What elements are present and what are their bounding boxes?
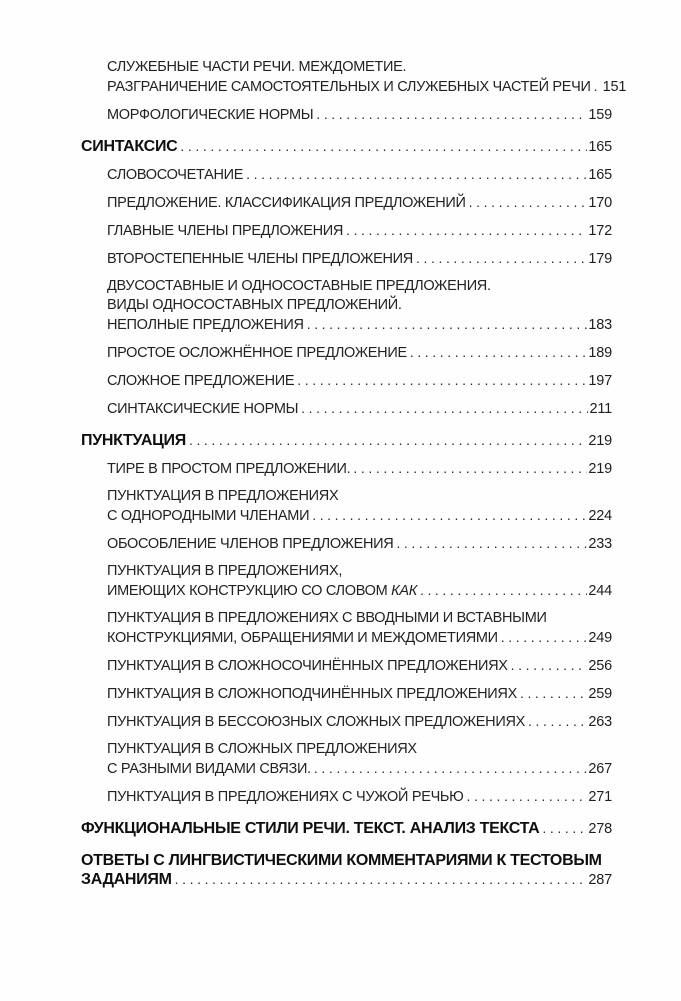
toc-sub-entry (81, 249, 612, 269)
dot-leader (511, 656, 588, 676)
toc-sub-entry (81, 399, 612, 419)
toc-title-text: КОНСТРУКЦИЯМИ, ОБРАЩЕНИЯМИ И МЕЖДОМЕТИЯМИ (107, 630, 498, 646)
toc-title (107, 609, 547, 628)
toc-page-number: 271 (588, 789, 612, 805)
dot-leader (416, 249, 587, 269)
toc-title (107, 222, 343, 241)
toc-title (107, 250, 413, 269)
toc-sub-entry (81, 459, 612, 479)
dot-leader (307, 315, 588, 335)
toc-line (107, 562, 612, 581)
toc-sub-entry (81, 165, 612, 185)
dot-leader (528, 712, 587, 732)
toc-title (107, 760, 311, 779)
toc-line (81, 870, 612, 890)
toc-page-number: 278 (588, 821, 612, 837)
toc-page-number: 219 (588, 461, 612, 477)
toc-title-text: СИНТАКСИС (81, 138, 178, 155)
toc-title-text: СЛОВОСОЧЕТАНИЕ (107, 167, 244, 183)
toc-line (81, 137, 612, 157)
toc-sub-entry (81, 562, 612, 601)
toc-title-text: ПУНКТУАЦИЯ В СЛОЖНЫХ ПРЕДЛОЖЕНИЯХ (107, 741, 417, 757)
dot-leader (396, 534, 587, 554)
toc-section-entry (81, 851, 612, 890)
toc-title (107, 372, 294, 391)
toc-page-number: 170 (588, 195, 612, 211)
toc-title (81, 137, 177, 156)
toc-line (107, 487, 612, 506)
toc-title-text: ВИДЫ ОДНОСОСТАВНЫХ ПРЕДЛОЖЕНИЙ. (107, 297, 402, 313)
toc-page-number: 172 (588, 223, 612, 239)
toc-sub-entry (81, 787, 612, 807)
toc-sub-entry (81, 609, 612, 648)
dot-leader (314, 759, 588, 779)
toc-page-number: 219 (588, 433, 612, 449)
toc-sub-entry (81, 221, 612, 241)
toc-line (107, 628, 612, 648)
toc-title (107, 344, 407, 363)
toc-title (107, 316, 304, 335)
toc-title (107, 657, 508, 676)
toc-sub-entry (81, 193, 612, 213)
toc-page-number: 244 (588, 583, 612, 599)
dot-leader (316, 105, 587, 125)
toc-title-text: ГЛАВНЫЕ ЧЛЕНЫ ПРЕДЛОЖЕНИЯ (107, 223, 344, 239)
toc-title-text: ОТВЕТЫ С ЛИНГВИСТИЧЕСКИМИ КОММЕНТАРИЯМИ К ТЕСТОВЫМ (81, 852, 602, 869)
toc-line (107, 315, 612, 335)
dot-leader (246, 165, 587, 185)
toc-page-number: 189 (588, 345, 612, 361)
toc-page-number: 263 (588, 714, 612, 730)
toc-list (81, 58, 627, 890)
toc-title-text: С РАЗНЫМИ ВИДАМИ СВЯЗИ. (107, 761, 311, 777)
toc-line (107, 277, 612, 296)
toc-title (107, 460, 350, 479)
toc-title-text: ПРЕДЛОЖЕНИЕ. КЛАССИФИКАЦИЯ ПРЕДЛОЖЕНИЙ (107, 195, 466, 211)
toc-page-number: 151 (602, 79, 627, 95)
toc-title (81, 870, 172, 889)
dot-leader (189, 431, 587, 450)
toc-line (107, 296, 612, 315)
toc-line (81, 431, 612, 451)
toc-title (107, 788, 464, 807)
dot-leader (501, 628, 588, 648)
toc-page-number: 256 (588, 658, 612, 674)
toc-line (107, 787, 612, 807)
toc-title (81, 851, 602, 870)
dot-leader (469, 193, 588, 213)
toc-title (107, 106, 313, 125)
toc-sub-entry (81, 105, 612, 125)
toc-title (107, 740, 417, 759)
toc-page-number: 159 (588, 107, 612, 123)
dot-leader (410, 343, 588, 363)
toc-title-text: ПУНКТУАЦИЯ В СЛОЖНОПОДЧИНЁННЫХ ПРЕДЛОЖЕНИЯХ (107, 686, 517, 702)
dot-leader (542, 819, 587, 838)
toc-page-number: 233 (588, 536, 612, 552)
toc-line (107, 221, 612, 241)
toc-title (81, 431, 186, 450)
toc-sub-entry (81, 712, 612, 732)
toc-title-text: ПРОСТОЕ ОСЛОЖНЁННОЕ ПРЕДЛОЖЕНИЕ (107, 345, 407, 361)
dot-leader (346, 221, 587, 241)
toc-page-number: 267 (588, 761, 612, 777)
toc-section-entry (81, 137, 612, 157)
toc-line (107, 656, 612, 676)
toc-sub-entry (81, 487, 612, 526)
toc-page-number: 211 (589, 401, 612, 417)
toc-title-text: ОБОСОБЛЕНИЕ ЧЛЕНОВ ПРЕДЛОЖЕНИЯ (107, 536, 394, 552)
toc-line (107, 58, 612, 77)
dot-leader (520, 684, 587, 704)
toc-title-text: СЛОЖНОЕ ПРЕДЛОЖЕНИЕ (107, 373, 295, 389)
toc-title (107, 562, 342, 581)
toc-title-text: ПУНКТУАЦИЯ В ПРЕДЛОЖЕНИЯХ (107, 488, 339, 504)
toc-page-number: 165 (588, 167, 612, 183)
toc-title-text: МОРФОЛОГИЧЕСКИЕ НОРМЫ (107, 107, 314, 123)
toc-title (107, 713, 525, 732)
toc-line (107, 249, 612, 269)
toc-sub-entry (81, 684, 612, 704)
toc-title (107, 400, 298, 419)
toc-sub-entry (81, 534, 612, 554)
toc-sub-entry (81, 656, 612, 676)
toc-title-text: ПУНКТУАЦИЯ В ПРЕДЛОЖЕНИЯХ С ЧУЖОЙ РЕЧЬЮ (107, 789, 464, 805)
toc-sub-entry (81, 740, 612, 779)
toc-sub-entry (81, 58, 627, 97)
toc-section-entry (81, 819, 612, 839)
toc-page-number: 287 (588, 872, 612, 888)
toc-title-text: ПУНКТУАЦИЯ (81, 432, 186, 449)
toc-title-text: ПУНКТУАЦИЯ В БЕССОЮЗНЫХ СЛОЖНЫХ ПРЕДЛОЖЕНИЯХ (107, 714, 525, 730)
dot-leader (175, 870, 588, 889)
dot-leader (301, 399, 588, 419)
toc-line (107, 105, 612, 125)
dot-leader (312, 506, 587, 526)
toc-line (107, 399, 612, 419)
dot-leader (420, 581, 587, 601)
toc-title (107, 685, 517, 704)
toc-line (107, 506, 612, 526)
toc-title (107, 507, 309, 526)
toc-sub-entry (81, 277, 612, 335)
toc-line (107, 684, 612, 704)
toc-line (107, 77, 627, 97)
toc-page-number: 165 (588, 139, 612, 155)
toc-title-text: ПУНКТУАЦИЯ В СЛОЖНОСОЧИНЁННЫХ ПРЕДЛОЖЕНИЯХ (107, 658, 508, 674)
toc-line (81, 851, 612, 870)
toc-title (107, 296, 402, 315)
dot-leader (297, 371, 587, 391)
toc-page-number: 249 (588, 630, 612, 646)
toc-title (107, 78, 591, 97)
toc-title-text: ПУНКТУАЦИЯ В ПРЕДЛОЖЕНИЯХ С ВВОДНЫМИ И ВСТАВНЫМИ (107, 610, 547, 626)
toc-line (107, 371, 612, 391)
toc-line (107, 609, 612, 628)
toc-title-text: С ОДНОРОДНЫМИ ЧЛЕНАМИ (107, 508, 310, 524)
toc-title-italic-term: КАК (391, 583, 417, 599)
dot-leader (353, 459, 587, 479)
toc-page-number: 183 (588, 317, 612, 333)
toc-title (107, 277, 491, 296)
toc-line (107, 193, 612, 213)
toc-title-text: ЗАДАНИЯМ (81, 871, 172, 888)
toc-line (107, 459, 612, 479)
toc-line (107, 712, 612, 732)
dot-leader (180, 137, 587, 156)
toc-title-text: НЕПОЛНЫЕ ПРЕДЛОЖЕНИЯ (107, 317, 304, 333)
toc-section-entry (81, 431, 612, 451)
dot-leader (594, 77, 602, 97)
toc-line (81, 819, 612, 839)
toc-page-number: 224 (588, 508, 612, 524)
toc-title-text: СИНТАКСИЧЕСКИЕ НОРМЫ (107, 401, 299, 417)
toc-title-text: ПУНКТУАЦИЯ В ПРЕДЛОЖЕНИЯХ, (107, 563, 343, 579)
toc-title-text: СЛУЖЕБНЫЕ ЧАСТИ РЕЧИ. МЕЖДОМЕТИЕ. (107, 59, 407, 75)
toc-title-text: ФУНКЦИОНАЛЬНЫЕ СТИЛИ РЕЧИ. ТЕКСТ. АНАЛИЗ ТЕКСТА (81, 820, 540, 837)
toc-title (107, 629, 498, 648)
toc-line (107, 165, 612, 185)
toc-page-number: 179 (588, 251, 612, 267)
toc-title (107, 535, 393, 554)
toc-title-text: ИМЕЮЩИХ КОНСТРУКЦИЮ СО СЛОВОМ (107, 583, 392, 599)
toc-line (107, 534, 612, 554)
toc-title-text: ТИРЕ В ПРОСТОМ ПРЕДЛОЖЕНИИ. (107, 461, 351, 477)
toc-title (107, 58, 406, 77)
toc-title (107, 487, 338, 506)
toc-line (107, 740, 612, 759)
toc-title (81, 819, 539, 838)
toc-title (107, 166, 243, 185)
toc-title-text: ВТОРОСТЕПЕННЫЕ ЧЛЕНЫ ПРЕДЛОЖЕНИЯ (107, 251, 413, 267)
toc-title (107, 194, 466, 213)
toc-line (107, 759, 612, 779)
toc-page-number: 197 (588, 373, 612, 389)
toc-line (107, 581, 612, 601)
toc-sub-entry (81, 343, 612, 363)
toc-title-text: ДВУСОСТАВНЫЕ И ОДНОСОСТАВНЫЕ ПРЕДЛОЖЕНИЯ. (107, 278, 491, 294)
toc-page-number: 259 (588, 686, 612, 702)
toc-line (107, 343, 612, 363)
dot-leader (467, 787, 588, 807)
toc-title-text: РАЗГРАНИЧЕНИЕ САМОСТОЯТЕЛЬНЫХ И СЛУЖЕБНЫХ ЧАСТЕЙ РЕЧИ (107, 79, 591, 95)
toc-title (107, 582, 417, 601)
toc-sub-entry (81, 371, 612, 391)
